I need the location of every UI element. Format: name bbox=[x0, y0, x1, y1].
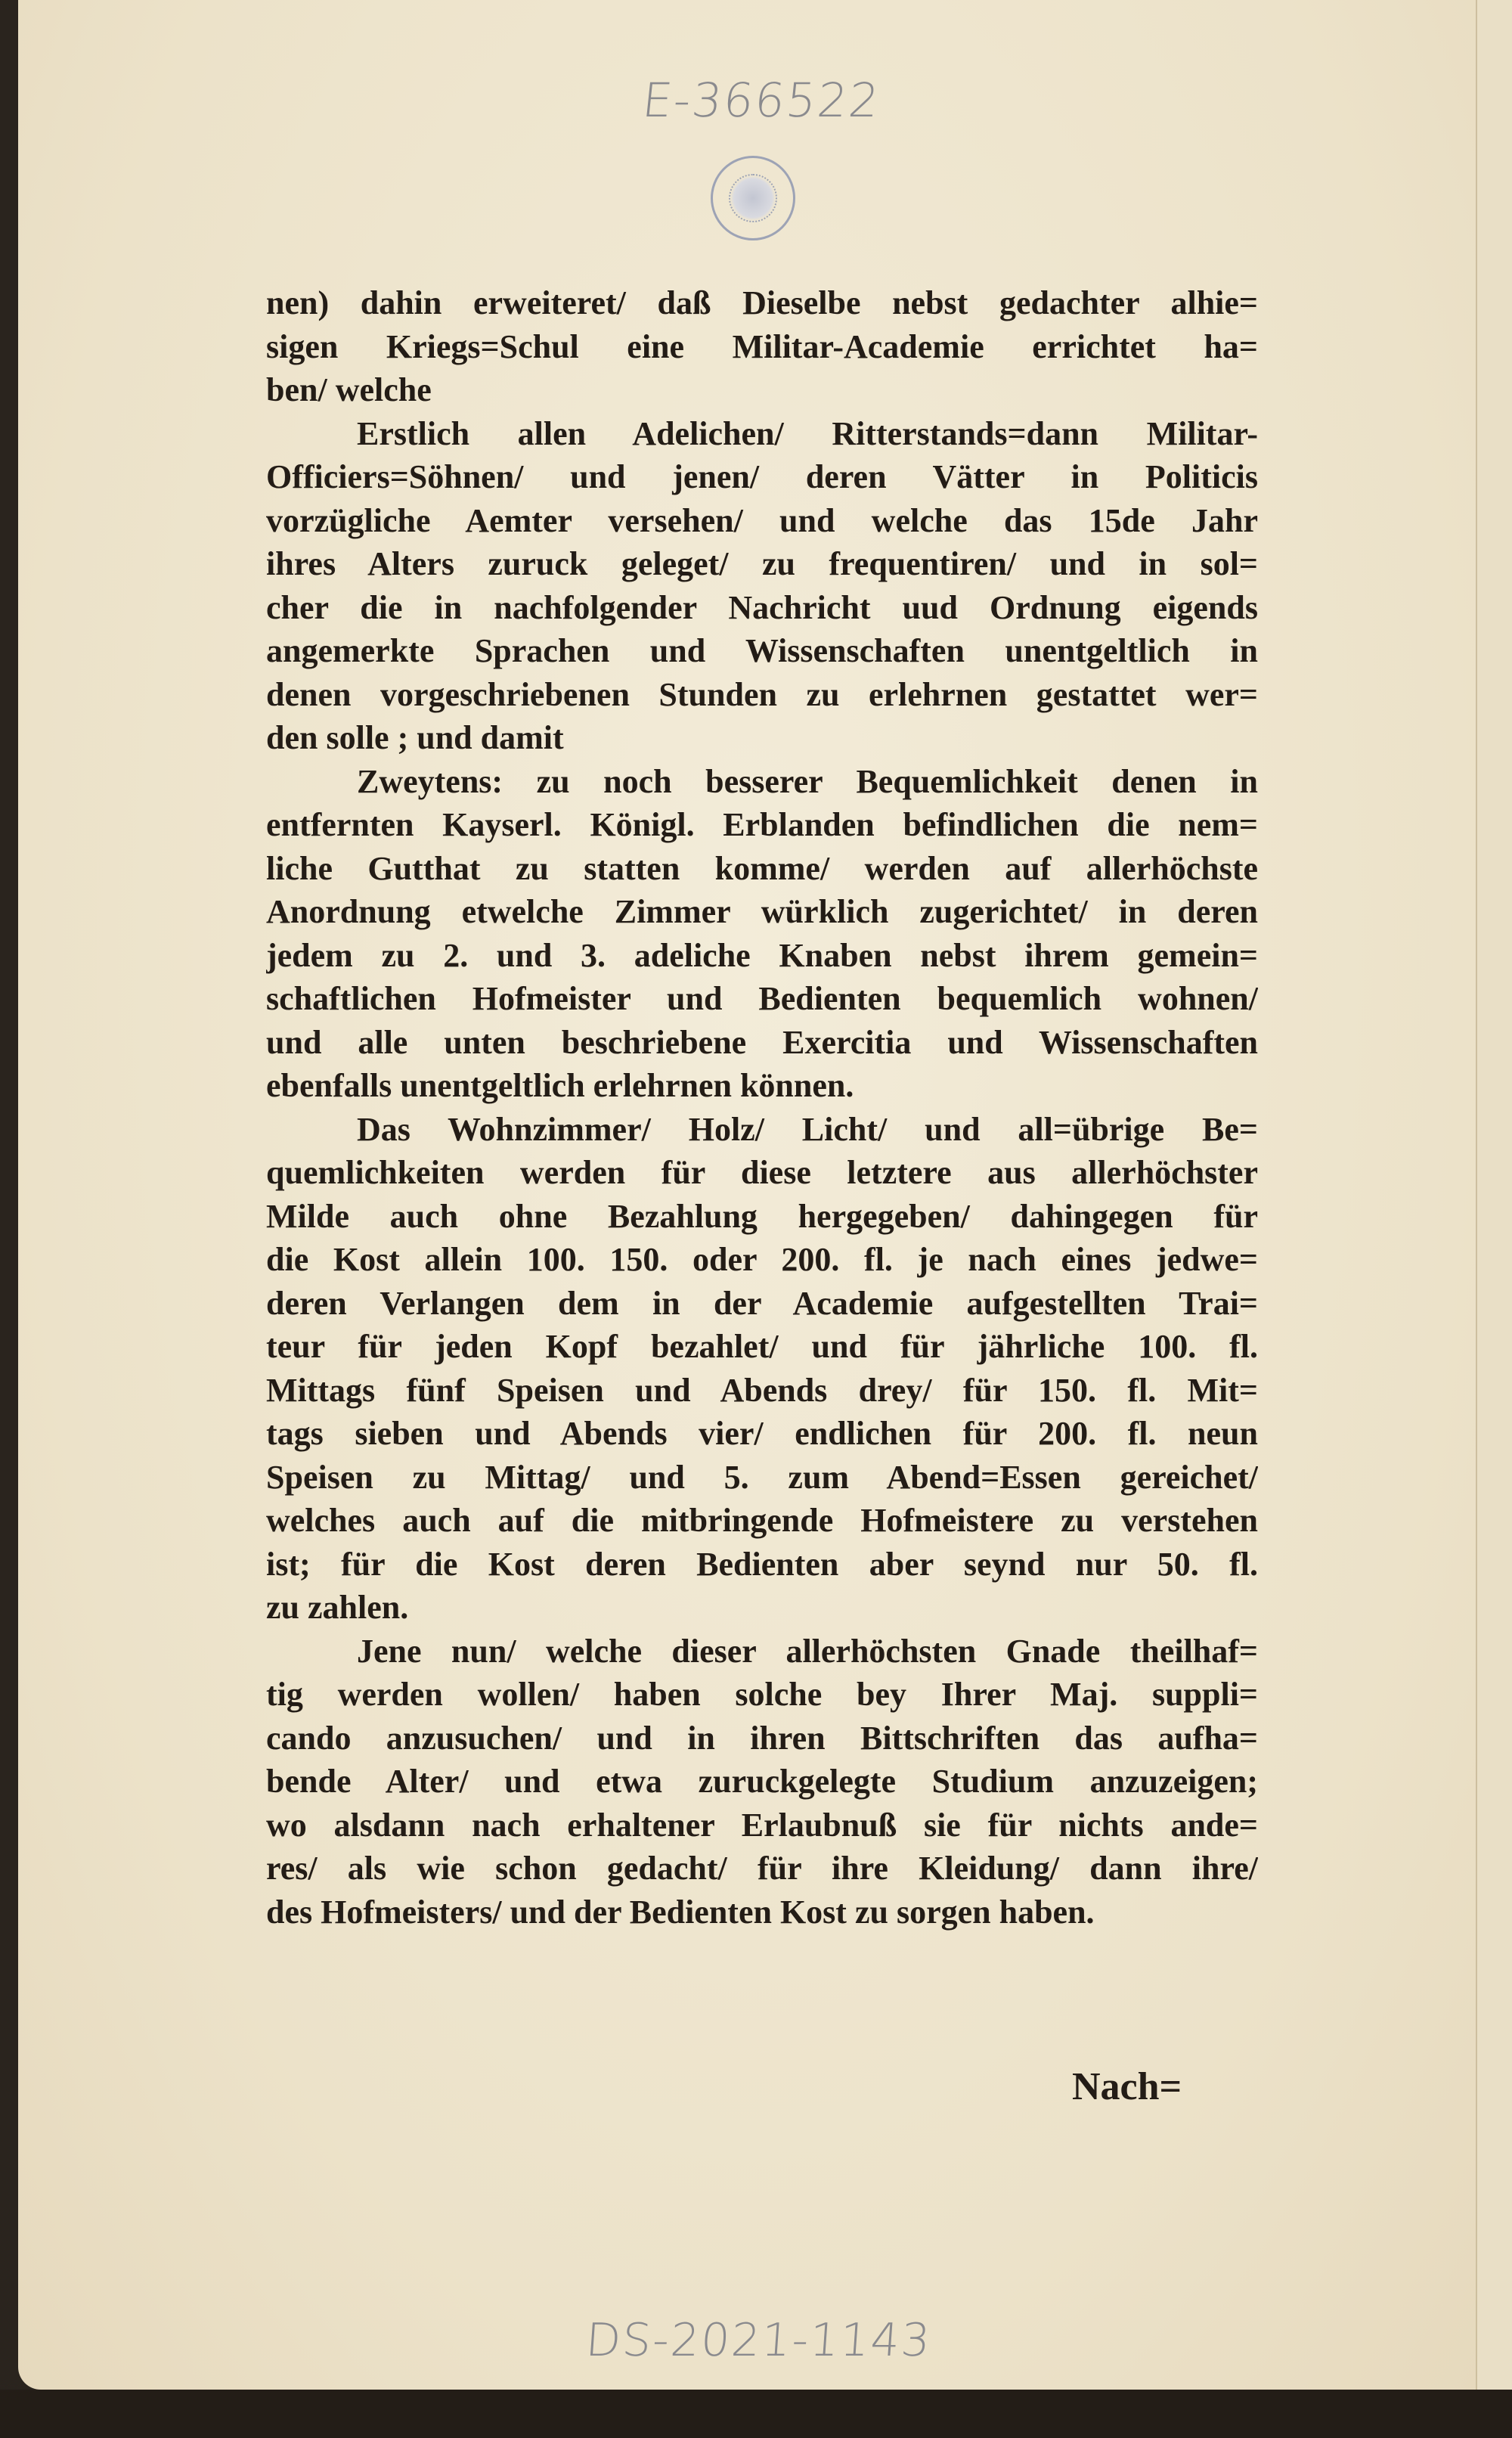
text-line: des Hofmeisters/ und der Bedienten Kost zu sorgen haben. bbox=[266, 1893, 1095, 1931]
adjacent-page-edge bbox=[1476, 0, 1512, 2438]
stamp-emblem-icon bbox=[729, 174, 777, 222]
text-line: wo alsdann nach erhaltener Erlaubnuß sie für nichts ande= bbox=[266, 1806, 1258, 1844]
text-line: liche Gutthat zu statten komme/ werden auf allerhöchste bbox=[266, 849, 1258, 887]
text-line: sigen Kriegs=Schul eine Militar-Academie errichtet ha= bbox=[266, 327, 1258, 365]
text-line: entfernten Kayserl. Königl. Erblanden befindlichen die nem= bbox=[266, 806, 1258, 843]
text-line: tig werden wollen/ haben solche bey Ihrer Maj. suppli= bbox=[266, 1676, 1258, 1713]
top-shelfmark: E-366522 bbox=[640, 73, 884, 128]
text-line: cando anzusuchen/ und in ihren Bittschriften das aufha= bbox=[266, 1719, 1258, 1757]
text-line: Officiers=Söhnen/ und jenen/ deren Vätter in Politicis bbox=[266, 458, 1258, 495]
text-line: ihres Alters zuruck geleget/ zu frequentiren/ und in sol= bbox=[266, 545, 1258, 582]
text-line: ben/ welche bbox=[266, 371, 432, 408]
catchword: Nach= bbox=[1072, 2065, 1182, 2108]
text-line: Anordnung etwelche Zimmer würklich zugerichtet/ in deren bbox=[266, 893, 1258, 930]
text-line: jedem zu 2. und 3. adeliche Knaben nebst ihrem gemein= bbox=[266, 936, 1258, 974]
text-line: res/ als wie schon gedacht/ für ihre Kleidung/ dann ihre/ bbox=[266, 1850, 1258, 1887]
text-line: quemlichkeiten werden für diese letztere aus allerhöchster bbox=[266, 1154, 1258, 1191]
text-line: bende Alter/ und etwa zuruckgelegte Studium anzuzeigen; bbox=[266, 1763, 1258, 1800]
text-line: schaftlichen Hofmeister und Bedienten bequemlich wohnen/ bbox=[266, 980, 1258, 1017]
text-line: teur für jeden Kopf bezahlet/ und für jährliche 100. fl. bbox=[266, 1328, 1258, 1365]
text-line: Erstlich allen Adelichen/ Ritterstands=dann Militar- bbox=[357, 414, 1258, 452]
text-line: welches auch auf die mitbringende Hofmeistere zu verstehen bbox=[266, 1502, 1258, 1539]
body-text bbox=[266, 281, 1258, 1934]
bottom-shelfmark: DS-2021-1143 bbox=[584, 2314, 934, 2367]
text-line: ebenfalls unentgeltlich erlehrnen können. bbox=[266, 1067, 854, 1104]
text-line: Speisen zu Mittag/ und 5. zum Abend=Essen gereichet/ bbox=[266, 1458, 1258, 1496]
text-line: Milde auch ohne Bezahlung hergegeben/ dahingegen für bbox=[266, 1197, 1258, 1235]
library-stamp bbox=[711, 156, 795, 240]
text-line: Jene nun/ welche dieser allerhöchsten Gnade theilhaf= bbox=[357, 1632, 1258, 1670]
text-line: die Kost allein 100. 150. oder 200. fl. je nach eines jedwe= bbox=[266, 1241, 1258, 1278]
text-line: den solle ; und damit bbox=[266, 719, 564, 756]
text-line: angemerkte Sprachen und Wissenschaften unentgeltlich in bbox=[266, 632, 1258, 669]
text-line: denen vorgeschriebenen Stunden zu erlehrnen gestattet wer= bbox=[266, 675, 1258, 713]
scan-background bbox=[0, 2390, 1512, 2438]
text-line: und alle unten beschriebene Exercitia und Wissenschaften bbox=[266, 1023, 1258, 1061]
text-line: Zweytens: zu noch besserer Bequemlichkeit denen in bbox=[357, 762, 1258, 800]
text-line: zu zahlen. bbox=[266, 1589, 409, 1626]
text-line: deren Verlangen dem in der Academie aufgestellten Trai= bbox=[266, 1284, 1258, 1322]
text-line: cher die in nachfolgender Nachricht uud Ordnung eigends bbox=[266, 588, 1258, 626]
text-line: tags sieben und Abends vier/ endlichen für 200. fl. neun bbox=[266, 1415, 1258, 1452]
text-line: vorzügliche Aemter versehen/ und welche das 15de Jahr bbox=[266, 501, 1258, 539]
text-line: ist; für die Kost deren Bedienten aber seynd nur 50. fl. bbox=[266, 1545, 1258, 1583]
text-line: Mittags fünf Speisen und Abends drey/ für 150. fl. Mit= bbox=[266, 1371, 1258, 1409]
text-line: nen) dahin erweiteret/ daß Dieselbe nebst gedachter alhie= bbox=[266, 284, 1258, 321]
text-line: Das Wohnzimmer/ Holz/ Licht/ und all=übrige Be= bbox=[357, 1110, 1258, 1148]
